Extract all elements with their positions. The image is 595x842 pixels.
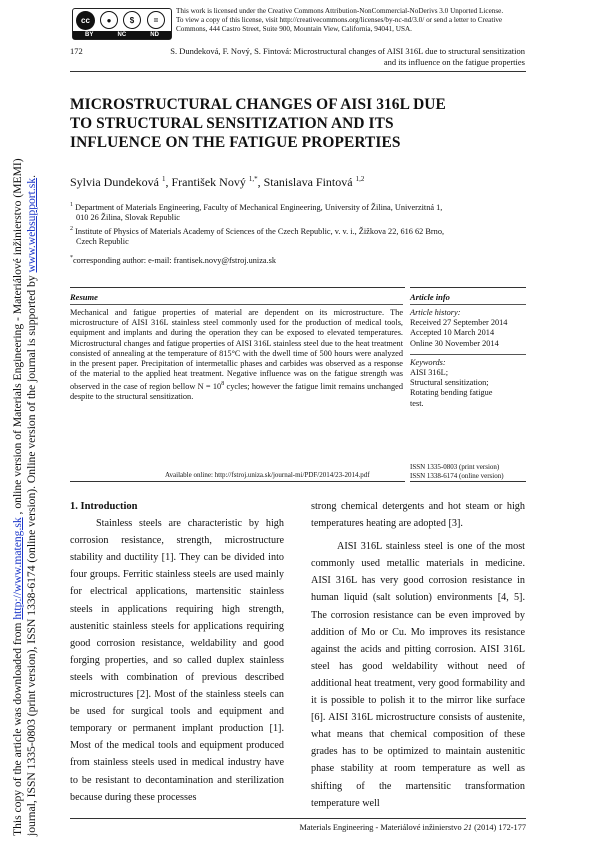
paragraph: strong chemical detergents and hot steam or high temperatures heating are adopted [3]. [311,501,525,530]
abstract-block [70,292,403,403]
attribution-icon: ● [100,11,118,29]
page-number: 172 [70,46,83,56]
paragraph: Stainless steels are characteristic by high corrosion resistance, strength, microstructure stability and ductility [1]. They can be divided into four groups. Ferritic stainless steels are used mainly for electrical applications, martensitic stainless steels in applications requiring high strength, austenitic stainless steels for applications requiring good corrosion resistance, weldability and good forging properties, and so called duplex stainless steels with combination of previous described microstructures [2]. Most of the stainless steels can be used for surgical tools and equipment and temporary or permanent implant production [1]. Most of the medical tools and equipment produced from stainless steels used in medical industry have to be resistant to decontamination and sterilization because during these processes [70,518,284,803]
article-title: MICROSTRUCTURAL CHANGES OF AISI 316L DUE TO STRUCTURAL SENSITIZATION AND ITS INFLUENCE ON THE FATIGUE PROPERTIES [70,96,446,151]
accepted-date: Accepted 10 March 2014 [410,328,495,338]
affiliations: $^1$ Department of Materials Engineering, Faculty of Mechanical Engineering, University of Žilina, Univerzitná 1, 010 26 Žilina, Slovak Republic $^2$ Institute of Physics of Materials Academy of Sciences of the Czech Republic, v. v. i., Žižkova 22, 616 62 Brno, Czech Republic *corresponding author: e-mail: frantisek.novy@fstroj.uniza.sk [70,200,525,266]
license-text [176,7,536,34]
section-title: 1. Introduction [70,501,138,512]
abstract-bottom-rule [70,481,405,482]
abstract-top-rule [70,287,405,288]
cc-badge-strip: BY NC ND [73,31,171,39]
article-info-heading: Article info [410,292,450,302]
online-date: Online 30 November 2014 [410,338,499,348]
info-top-rule [410,287,526,288]
info-bottom-rule [410,481,526,482]
received-date: Received 27 September 2014 [410,318,508,328]
footer-rule [70,818,526,819]
issn-info: ISSN 1335-0803 (print version) ISSN 1338-6174 (online version) [410,463,504,480]
body-left-column [70,498,284,806]
abstract-text: Mechanical and fatigue properties of material are dependent on its microstructure. The microstructure of AISI 316L stainless steel commonly used for the production of medical tools, equipment and implants and during the operation they can be exposed to elevated temperatures. Microstructural changes and fatigue properties of AISI 316L stainless steel due to the heat treatment consisted of annealing at the temperature of 815°C with the dwell time of 500 hours were analyzed in the present paper. Precipitation of intermetallic phases and carbides was observed as a response of the material to the applied heat treatment. Negative influence was on the fatigue strength was observed in the case of region bellow $N = 10^8$ cycles; however the fatigue limit remains unchanged despite to the structural sensitization. [70,304,403,403]
body-right-column [311,498,525,812]
license-line: To view a copy of this license, visit http://creativecommons.org/licenses/by-nc-nd/3.0/ or send a letter to Creative [176,16,503,24]
running-head: S. Dundeková, F. Nový, S. Fintová: Microstructural changes of AISI 316L due to structural sensitization and its influence on the fatigue properties [170,46,525,67]
cc-icon: cc [76,11,95,30]
cc-license-badge [72,8,172,40]
license-line: Commons, 444 Castro Street, Suite 900, Mountain View, California, 94041, USA. [176,25,412,33]
license-line: This work is licensed under the Creative Commons Attribution-NonCommercial-NoDerivs 3.0 Unported License. [176,7,504,15]
abstract-heading: Resume [70,292,98,302]
paragraph: AISI 316L stainless steel is one of the most commonly used metallic materials in medicine. AISI 316L has very good corrosion resistance in human liquid (salt solution) environments [4, 5]. The corrosion resistance can be even improved by addition of Mo or Cu. Mo improves its resistance against the acids and pitting corrosion. AISI 316L steel has good weldability without need of additional heat treatment, very good formability and it is possible to polish it to the mirror like surface [6]. AISI 316L microstructure consists of austenite, what means that chemical composition of these grades has to be optimized to maintain austenitic phase stability at room temperature as well as shifting of the martensitic transformation temperature well [311,541,525,809]
download-notice-sidebar: This copy of the article was downloaded from http://www.mateng.sk , online version of Materials Engineering - Materiálové inžinierstvo (MEMI) journal, ISSN 1335-0803 (print version), ISSN 1338-6174 (online version). Online version of the journal is supported by www.websupport.sk. [11,158,38,836]
journal-footer: Materials Engineering - Materiálové inžinierstvo 21 (2014) 172-177 [299,823,526,832]
websupport-link[interactable]: www.websupport.sk [25,177,38,273]
available-online: Available online: http://fstroj.uniza.sk/journal-mi/PDF/2014/23-2014.pdf [165,471,370,479]
author-list: Sylvia Dundeková $^1$, František Nový $^{1,*}$, Stanislava Fintová $^{1,2}$ [70,175,365,189]
mateng-link[interactable]: http://www.mateng.sk [11,517,24,620]
header-rule [70,71,526,72]
noncommercial-icon: $ [123,11,141,29]
corresponding-author: *corresponding author: e-mail: frantisek.novy@fstroj.uniza.sk [70,254,277,265]
keywords: Keywords: AISI 316L; Structural sensitization; Rotating bending fatigue test. [410,354,526,409]
article-info-block: Article info Article history: Received 27 September 2014 Accepted 10 March 2014 Online 30 November 2014 Keywords: AISI 316L; Structural sensitization; Rotating bending fatigue test. [410,292,526,409]
noderivs-icon: = [147,11,165,29]
